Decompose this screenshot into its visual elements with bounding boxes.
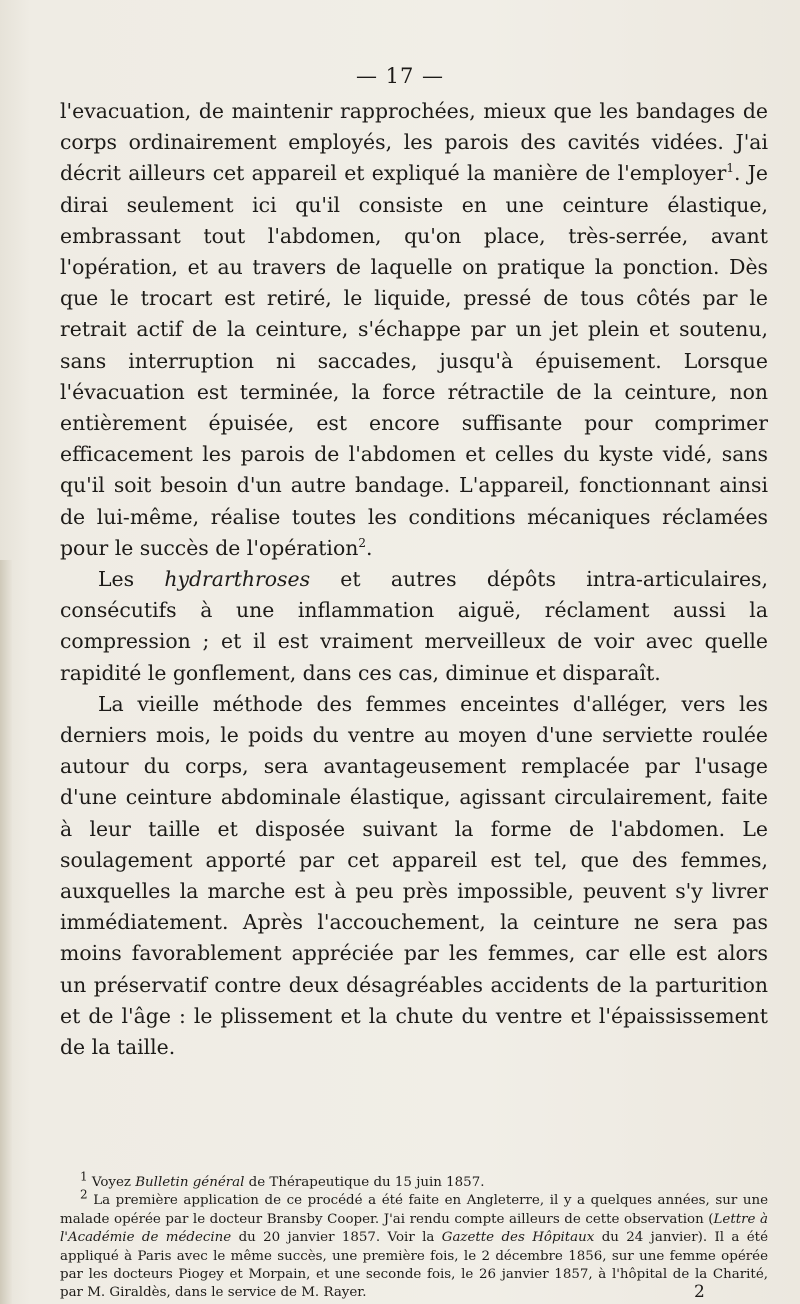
page-number-header: — 17 —: [355, 64, 445, 88]
italic-text: Gazette des Hôpitaux: [441, 1230, 595, 1246]
footnote-ref: 2: [358, 536, 367, 551]
text-run: l'evacuation, de maintenir rapprochées, mieux que les bandages de corps ordinairement employés, les parois des cavités vidées. J'ai décrit ailleurs cet appareil et expliqué la manière de l'employer: [60, 99, 768, 186]
text-run: La première application de ce procédé a été faite en Angleterre, il y a quelques années, sur une malade opérée par le docteur Bransby Cooper. J'ai rendu compte ailleurs de cette observation (: [60, 1193, 768, 1227]
signature-mark: 2: [694, 1282, 705, 1302]
paragraph-femmes-enceintes: [60, 689, 768, 1063]
text-run: du 20 janvier 1857. Voir la: [231, 1230, 442, 1246]
paragraph-hydrarthroses: [60, 564, 768, 689]
footnote-1: [60, 1169, 768, 1192]
footnote-ref: 1: [80, 1169, 88, 1184]
footnotes: [60, 1169, 768, 1303]
text-run: du 24 janvier). Il a été appliqué à Paris avec le même succès, une première fois, le 2 décembre 1856, sur une femme opérée par les docteurs Piogey et Morpain, et une seconde fois, le 26 janvier 1857, à l'hôpital de la Charité, par M. Giraldès, dans le service de M. Rayer.: [60, 1230, 768, 1301]
text-run: .: [366, 535, 373, 560]
paragraph-evacuation: [60, 96, 768, 564]
text-run: et autres dépôts intra-articulaires, consécutifs à une inflammation aiguë, réclament aussi la compression ; et il est vraiment merveilleux de voir avec quelle rapidité le gonflement, dans ces cas, diminue et disparaît.: [60, 567, 768, 685]
text-run: . Je dirai seulement ici qu'il consiste en une ceinture élastique, embrassant tout l'abdomen, qu'on place, très-serrée, avant l'opération, et au travers de laquelle on pratique la ponction. Dès que le trocart est retiré, le liquide, pressé de tous côtés par le retrait actif de la ceinture, s'échappe par un jet plein et soutenu, sans interruption ni saccades, jusqu'à épuisement. Lorsque l'évacuation est terminée, la force rétractile de la ceinture, non entièrement épuisée, est encore suffisante pour comprimer efficacement les parois de l'abdomen et celles du kyste vidé, sans qu'il soit besoin d'un autre bandage. L'appareil, fonctionnant ainsi de lui-même, réalise toutes les conditions mécaniques réclamées pour le succès de l'opération: [60, 161, 768, 560]
text-run: La vieille méthode des femmes enceintes d'alléger, vers les derniers mois, le poids du ventre au moyen d'une serviette roulée autour du corps, sera avantageusement remplacée par l'usage d'une ceinture abdominale élastique, agissant circulairement, faite à leur taille et disposée suivant la forme de l'abdomen. Le soulagement apporté par cet appareil est tel, que des femmes, auxquelles la marche est à peu près impossible, peuvent s'y livrer immédiatement. Après l'accouchement, la ceinture ne sera pas moins favorablement appréciée par les femmes, car elle est alors un préservatif contre deux désagréables accidents de la parturition et de l'âge : le plissement et la chute du ventre et l'épaississement de la taille.: [60, 691, 768, 1060]
italic-text: Bulletin général: [135, 1175, 245, 1190]
main-text: [60, 96, 768, 1063]
italic-text: Lettre à l'Académie de médecine: [60, 1211, 768, 1246]
page-edge-shadow: [0, 560, 12, 1304]
italic-text: hydrarthroses: [164, 567, 311, 592]
footnote-ref: 2: [80, 1187, 88, 1202]
text-run: de Thérapeutique du 15 juin 1857.: [244, 1175, 485, 1190]
footnote-ref: 1: [726, 161, 734, 176]
text-run: Les: [98, 567, 165, 592]
text-run: Voyez: [87, 1175, 136, 1190]
footnote-2: [60, 1187, 768, 1302]
